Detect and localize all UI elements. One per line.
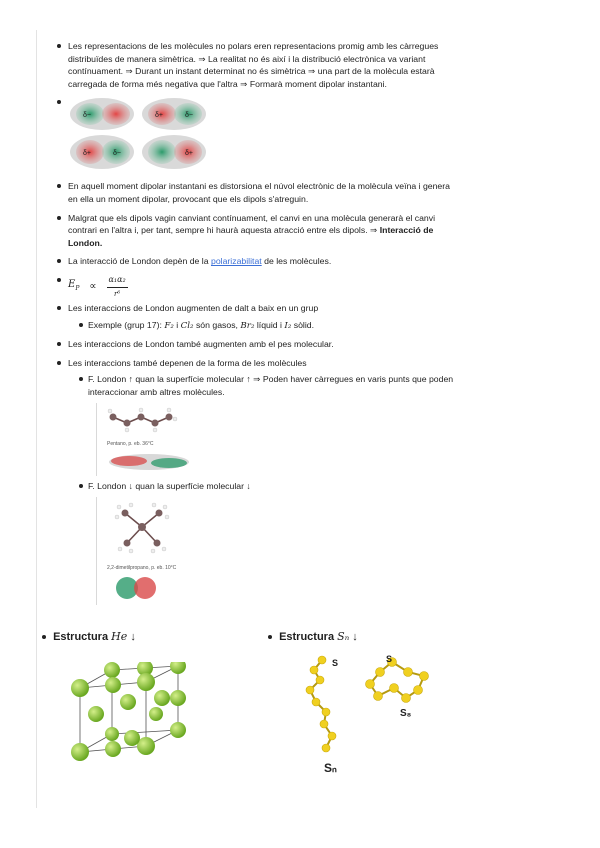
- list-item: [56, 338, 456, 351]
- list-item: [78, 480, 456, 604]
- dimethylpropane-molecule: [107, 497, 177, 559]
- down-arrow-icon: ↓: [130, 631, 136, 643]
- formula-numerator: α₁α₂: [107, 274, 128, 288]
- list-item: [78, 319, 456, 333]
- sn-structure-heading: [268, 630, 358, 643]
- structure-label: Estructura: [279, 631, 335, 643]
- bullet-text: Les interaccions de London també augmenten amb el pes molecular.: [68, 339, 334, 350]
- s-label: S: [332, 658, 339, 668]
- formula-proportional: ∝: [89, 280, 97, 292]
- formula-lhs: E: [68, 278, 76, 290]
- dimethylpropane-figure-block: [96, 497, 456, 605]
- pentane-molecule: [107, 403, 187, 435]
- list-item: [78, 373, 456, 476]
- bullet-dot: [42, 635, 46, 639]
- sn-symbol: Sₙ: [337, 630, 350, 643]
- list-item: [56, 212, 456, 250]
- sub-text: Exemple (grup 17):: [88, 319, 162, 330]
- he-structure-heading: [42, 630, 136, 643]
- bullet-text: La interacció de London depèn de la: [68, 256, 209, 267]
- bullet-dot: [268, 635, 272, 639]
- dimethylpropane-surface: [107, 575, 167, 601]
- structure-label: Estructura: [53, 631, 109, 643]
- list-item: [56, 255, 456, 268]
- sulfur-chain-figure: [296, 650, 446, 780]
- polarizabilitat-link[interactable]: polarizabilitat: [210, 256, 262, 267]
- list-item: [56, 96, 456, 174]
- f2-formula: F₂: [164, 320, 174, 331]
- br2-formula: Br₂: [240, 320, 255, 331]
- formula: [68, 274, 128, 300]
- bullet-text: de les molècules.: [264, 256, 332, 267]
- sub-text: són gasos,: [195, 319, 238, 330]
- delta-plus-label: δ+: [155, 112, 163, 120]
- i2-formula: I₂: [284, 320, 292, 331]
- left-margin-rule: [36, 30, 37, 808]
- s-label: S: [386, 654, 393, 664]
- sub-text: F. London ↑ quan la superfície molecular ↑ ⇒ Poden haver càrregues en varis punts que poden interaccionar amb altres molècules.: [88, 374, 454, 397]
- sub-text: i: [176, 319, 179, 330]
- sub-text: sòlid.: [293, 319, 315, 330]
- london-interaction-term: Interacció de London.: [68, 225, 434, 248]
- delta-minus-label: δ−: [185, 112, 193, 120]
- pentane-surface: [107, 451, 191, 473]
- formula-sub: P: [75, 284, 80, 292]
- sn-label: Sₙ: [324, 761, 337, 775]
- bullet-text: Les representacions de les molècules no polars eren representacions promig amb les càrregues distribuïdes de manera simètrica. ⇒ La realitat no és així i la distribució electrònica va variant contínuament. ⇒ Durant un instant determinat no és simètrica ⇒ una part de la molècula estarà carregada de forma més negativa que l'altra ⇒ Formarà moment dipolar instantani.: [68, 41, 439, 89]
- he-symbol: He: [111, 630, 128, 643]
- list-item: [56, 40, 456, 90]
- list-item: [56, 274, 456, 296]
- bullet-text: Les interaccions també depenen de la forma de les molècules: [68, 357, 307, 368]
- list-item: [56, 302, 456, 332]
- delta-minus-label: δ−: [113, 150, 121, 158]
- delta-plus-label: δ+: [83, 150, 91, 158]
- list-item: [56, 357, 456, 605]
- list-item: [56, 180, 456, 205]
- s8-label: S₈: [400, 708, 412, 719]
- pentane-caption: Pentano, p. eb. 36°C: [107, 441, 154, 448]
- sub-text: líquid i: [256, 319, 282, 330]
- dipole-figure: [68, 96, 218, 172]
- bullet-text: Les interaccions de London augmenten de dalt a baix en un grup: [68, 302, 319, 313]
- dimethylpropane-caption: 2,2-dimetilpropano, p. eb. 10°C: [107, 565, 177, 572]
- formula-denominator: r⁶: [114, 289, 121, 298]
- delta-minus-label: δ−: [83, 112, 91, 120]
- pentane-figure-block: [96, 403, 456, 477]
- cl2-formula: Cl₂: [180, 320, 194, 331]
- bullet-text: Malgrat que els dipols vagin canviant contínuament, el canvi en una molècula generarà el canvi contrari en l'altra i, per tant, sempre hi haurà aquesta atracció entre els dipols. ⇒: [68, 212, 436, 236]
- bullet-text: En aquell moment dipolar instantani es distorsiona el núvol electrònic de la molècula veïna i genera en ella un moment dipolar, provocant que els dipols s'atreguin.: [68, 181, 450, 204]
- sub-text: F. London ↓ quan la superfície molecular ↓: [88, 481, 251, 492]
- delta-plus-label: δ+: [185, 150, 193, 158]
- notes-list: [56, 40, 456, 611]
- he-lattice-figure: [66, 662, 196, 764]
- down-arrow-icon: ↓: [352, 631, 358, 643]
